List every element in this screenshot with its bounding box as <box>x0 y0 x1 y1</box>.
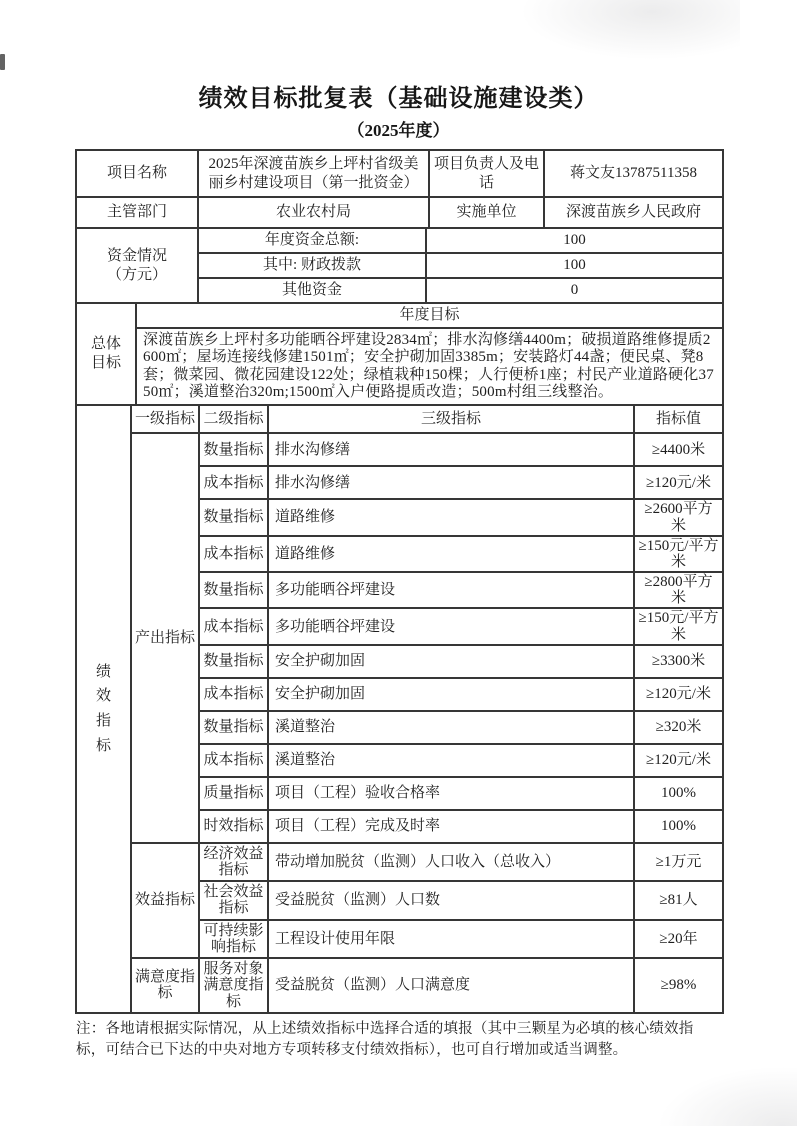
overall-goal-label <box>76 303 136 405</box>
indicator-level2: 经济效益指标 <box>199 843 268 881</box>
indicator-level3: 安全护砌加固 <box>268 645 634 678</box>
table-row <box>76 197 723 228</box>
funding-label <box>76 228 198 303</box>
indicator-level2: 成本指标 <box>199 466 268 499</box>
dept-value: 农业农村局 <box>198 197 429 228</box>
funding-table <box>75 227 724 304</box>
level1-satisfaction-indicators: 满意度指标 <box>131 958 199 1013</box>
funding-fiscal-value: 100 <box>426 253 723 278</box>
funding-unit-text: （方元） <box>106 266 167 283</box>
impl-unit-value: 深渡苗族乡人民政府 <box>544 197 723 228</box>
table-row <box>76 958 723 1013</box>
project-name-label: 项目名称 <box>76 150 198 197</box>
indicator-level2: 数量指标 <box>199 433 268 466</box>
indicator-level3: 道路维修 <box>268 499 634 535</box>
footnote-line1: 注：各地请根据实际情况，从上述绩效指标中选择合适的填报（其中三颗星为必填的核心绩效指 <box>76 1020 694 1037</box>
indicator-level3: 安全护砌加固 <box>268 678 634 711</box>
project-leader-value: 蒋文友13787511358 <box>544 150 723 197</box>
column-header-level2: 二级指标 <box>199 405 268 433</box>
indicator-value: ≥120元/米 <box>634 678 723 711</box>
indicator-level2: 成本指标 <box>199 536 268 572</box>
indicators-table <box>75 404 724 1014</box>
indicator-level2: 数量指标 <box>199 499 268 535</box>
table-row <box>76 433 723 466</box>
annual-goal-header: 年度目标 <box>136 303 723 328</box>
indicator-level3: 排水沟修缮 <box>268 466 634 499</box>
indicator-value: ≥150元/平方米 <box>634 608 723 644</box>
level1-benefit-indicators: 效益指标 <box>131 843 199 958</box>
funding-total-label: 年度资金总额: <box>198 228 426 253</box>
indicator-level2: 数量指标 <box>199 711 268 744</box>
document-title: 绩效目标批复表（基础设施建设类） <box>198 86 599 112</box>
column-header-value: 指标值 <box>634 405 723 433</box>
dept-label: 主管部门 <box>76 197 198 228</box>
footnote-line2: 标，可结合已下达的中央对地方专项转移支付绩效指标），也可自行增加或适当调整。 <box>76 1041 628 1058</box>
funding-total-value: 100 <box>426 228 723 253</box>
funding-fiscal-label: 其中: 财政拨款 <box>198 253 426 278</box>
indicator-value: ≥98% <box>634 958 723 1013</box>
table-row <box>76 328 723 406</box>
impl-unit-label: 实施单位 <box>429 197 544 228</box>
indicator-value: ≥81人 <box>634 881 723 919</box>
indicator-value: 100% <box>634 810 723 843</box>
indicator-value: 100% <box>634 777 723 810</box>
indicator-level3: 受益脱贫（监测）人口满意度 <box>268 958 634 1013</box>
overall-goal-table <box>75 302 724 406</box>
column-header-level1: 一级指标 <box>131 405 199 433</box>
indicators-section-label <box>76 405 131 1013</box>
funding-label-text: 资金情况 <box>106 247 167 264</box>
table-row <box>76 228 723 253</box>
indicator-level2: 数量指标 <box>199 645 268 678</box>
funding-other-label: 其他资金 <box>198 278 426 303</box>
indicator-level3: 排水沟修缮 <box>268 433 634 466</box>
level1-output-indicators: 产出指标 <box>131 433 199 843</box>
indicator-value: ≥150元/平方米 <box>634 536 723 572</box>
indicator-value: ≥3300米 <box>634 645 723 678</box>
indicator-level2: 可持续影响指标 <box>199 920 268 958</box>
indicator-value: ≥2800平方米 <box>634 572 723 608</box>
footnote <box>76 1019 731 1061</box>
column-header-level3: 三级指标 <box>268 405 634 433</box>
indicator-value: ≥4400米 <box>634 433 723 466</box>
indicator-level3: 受益脱贫（监测）人口数 <box>268 881 634 919</box>
table-row <box>76 150 723 197</box>
indicator-value: ≥120元/米 <box>634 744 723 777</box>
indicator-value: ≥320米 <box>634 711 723 744</box>
indicator-value: ≥20年 <box>634 920 723 958</box>
indicator-level3: 多功能晒谷坪建设 <box>268 608 634 644</box>
table-row <box>76 843 723 881</box>
project-name-value: 2025年深渡苗族乡上坪村省级美丽乡村建设项目（第一批资金） <box>198 150 429 197</box>
indicator-level3: 工程设计使用年限 <box>268 920 634 958</box>
annual-goal-text: 深渡苗族乡上坪村多功能晒谷坪建设2834㎡；排水沟修缮4400m；破损道路维修提质2600㎡；屋场连接线修建1501㎡；安全护砌加固3385m；安装路灯44盏；便民桌、凳8套；微菜园、微花园建设122处；绿植栽种150棵；人行便桥1座；村民产业道路硬化3750㎡；溪道整治320m;1500㎡入户便路提质改造；500m村组三线整治。 <box>136 328 723 406</box>
indicator-value: ≥2600平方米 <box>634 499 723 535</box>
indicator-level3: 溪道整治 <box>268 711 634 744</box>
funding-other-value: 0 <box>426 278 723 303</box>
indicator-value: ≥1万元 <box>634 843 723 881</box>
scan-artifact-bottom-right-smudge <box>657 1066 797 1126</box>
overall-goal-label-text: 总体目标 <box>90 335 121 372</box>
table-row <box>76 303 723 328</box>
indicator-level2: 成本指标 <box>199 744 268 777</box>
project-leader-label: 项目负责人及电话 <box>429 150 544 197</box>
indicator-level3: 带动增加脱贫（监测）人口收入（总收入） <box>268 843 634 881</box>
indicator-level2: 质量指标 <box>199 777 268 810</box>
indicator-level2: 服务对象满意度指标 <box>199 958 268 1013</box>
indicator-level3: 溪道整治 <box>268 744 634 777</box>
indicator-level2: 数量指标 <box>199 572 268 608</box>
indicators-section-label-text: 绩效指标 <box>95 663 111 754</box>
indicator-level2: 成本指标 <box>199 678 268 711</box>
indicator-level2: 成本指标 <box>199 608 268 644</box>
indicator-level3: 项目（工程）验收合格率 <box>268 777 634 810</box>
indicator-level2: 时效指标 <box>199 810 268 843</box>
indicator-level2: 社会效益指标 <box>199 881 268 919</box>
indicator-level3: 项目（工程）完成及时率 <box>268 810 634 843</box>
indicator-level3: 道路维修 <box>268 536 634 572</box>
project-header-table <box>75 149 724 229</box>
indicator-level3: 多功能晒谷坪建设 <box>268 572 634 608</box>
document-subtitle: （2025年度） <box>347 121 450 140</box>
indicators-header-row <box>76 405 723 433</box>
indicator-value: ≥120元/米 <box>634 466 723 499</box>
